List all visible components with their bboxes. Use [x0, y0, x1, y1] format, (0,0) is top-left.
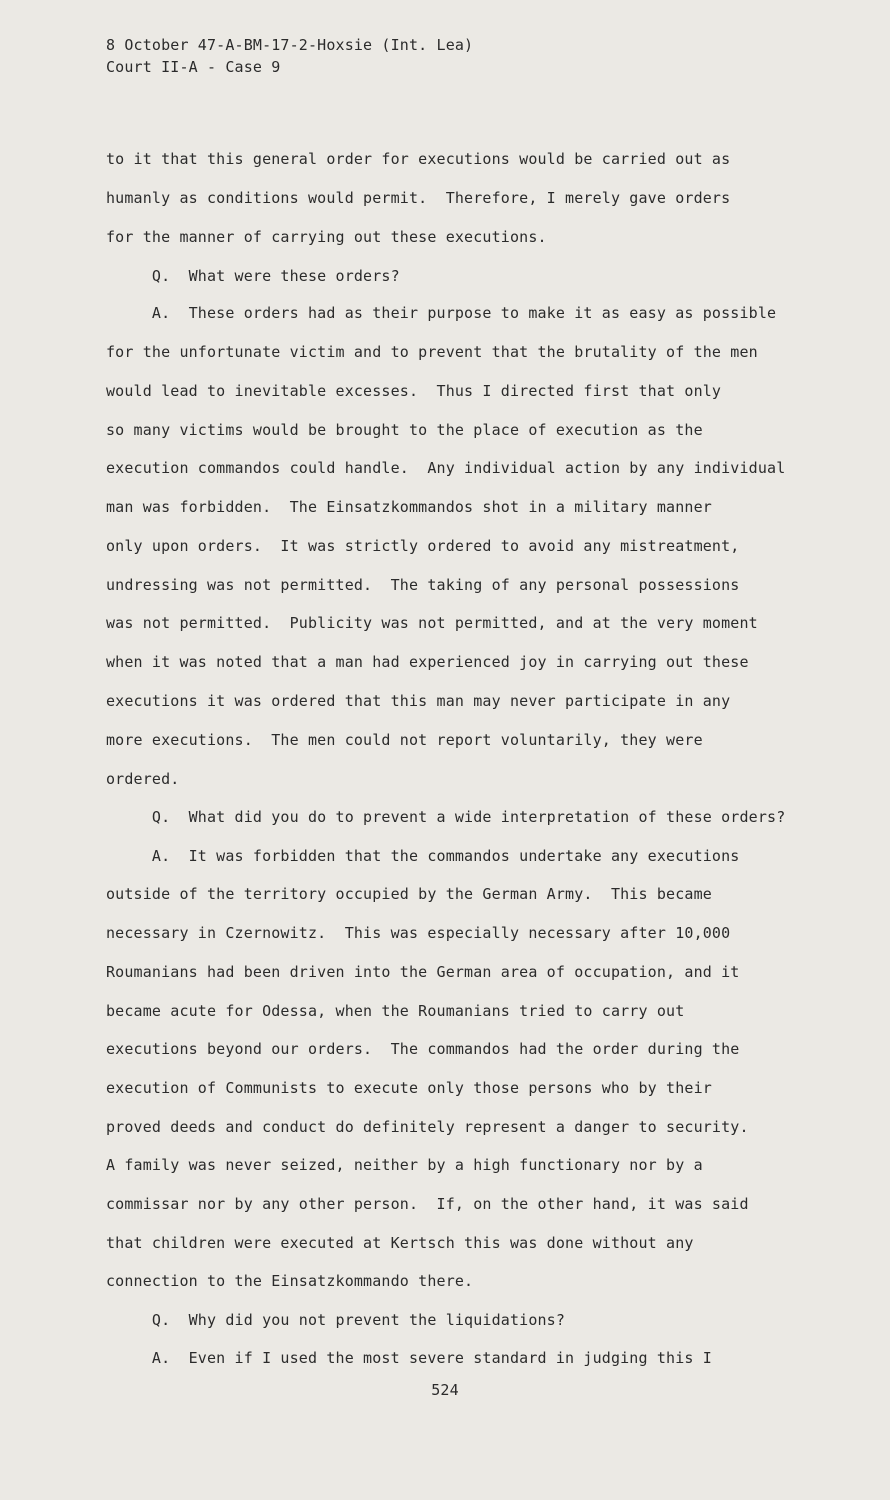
body-line-5: A. These orders had as their purpose to make it as easy as possible [106, 304, 777, 322]
body-line-6: for the unfortunate victim and to prevent that the brutality of the men [106, 343, 758, 361]
header-line-1: 8 October 47-A-BM-17-2-Hoxsie (Int. Lea) [106, 36, 474, 54]
body-line-3: for the manner of carrying out these executions. [106, 228, 547, 246]
body-line-28: commissar nor by any other person. If, on the other hand, it was said [106, 1195, 749, 1213]
body-line-22: Roumanians had been driven into the German area of occupation, and it [106, 963, 740, 981]
body-line-10: man was forbidden. The Einsatzkommandos shot in a military manner [106, 498, 712, 516]
body-line-9: execution commandos could handle. Any individual action by any individual [106, 459, 786, 477]
body-line-8: so many victims would be brought to the place of execution as the [106, 421, 703, 439]
body-line-30: connection to the Einsatzkommando there. [106, 1272, 474, 1290]
body-line-18: Q. What did you do to prevent a wide interpretation of these orders? [106, 808, 786, 826]
body-line-19: A. It was forbidden that the commandos undertake any executions [106, 847, 740, 865]
body-line-27: A family was never seized, neither by a high functionary nor by a [106, 1156, 703, 1174]
body-line-12: undressing was not permitted. The taking of any personal possessions [106, 576, 740, 594]
page-number: 524 [431, 1381, 459, 1399]
body-line-29: that children were executed at Kertsch this was done without any [106, 1234, 694, 1252]
body-line-1: to it that this general order for executions would be carried out as [106, 150, 731, 168]
body-line-26: proved deeds and conduct do definitely represent a danger to security. [106, 1118, 749, 1136]
body-line-13: was not permitted. Publicity was not permitted, and at the very moment [106, 614, 758, 632]
body-line-32: A. Even if I used the most severe standard in judging this I [106, 1349, 712, 1367]
body-line-25: execution of Communists to execute only those persons who by their [106, 1079, 712, 1097]
body-line-11: only upon orders. It was strictly ordered to avoid any mistreatment, [106, 537, 740, 555]
header-line-2: Court II-A - Case 9 [106, 58, 281, 76]
body-line-24: executions beyond our orders. The commandos had the order during the [106, 1040, 740, 1058]
body-line-7: would lead to inevitable excesses. Thus I directed first that only [106, 382, 722, 400]
body-line-21: necessary in Czernowitz. This was especially necessary after 10,000 [106, 924, 731, 942]
body-line-17: ordered. [106, 770, 180, 788]
body-line-2: humanly as conditions would permit. Therefore, I merely gave orders [106, 189, 731, 207]
body-line-20: outside of the territory occupied by the German Army. This became [106, 885, 712, 903]
body-line-15: executions it was ordered that this man may never participate in any [106, 692, 731, 710]
body-line-31: Q. Why did you not prevent the liquidations? [106, 1311, 566, 1329]
body-line-23: became acute for Odessa, when the Roumanians tried to carry out [106, 1002, 685, 1020]
body-line-4: Q. What were these orders? [106, 267, 400, 285]
body-line-14: when it was noted that a man had experienced joy in carrying out these [106, 653, 749, 671]
body-line-16: more executions. The men could not report voluntarily, they were [106, 731, 703, 749]
